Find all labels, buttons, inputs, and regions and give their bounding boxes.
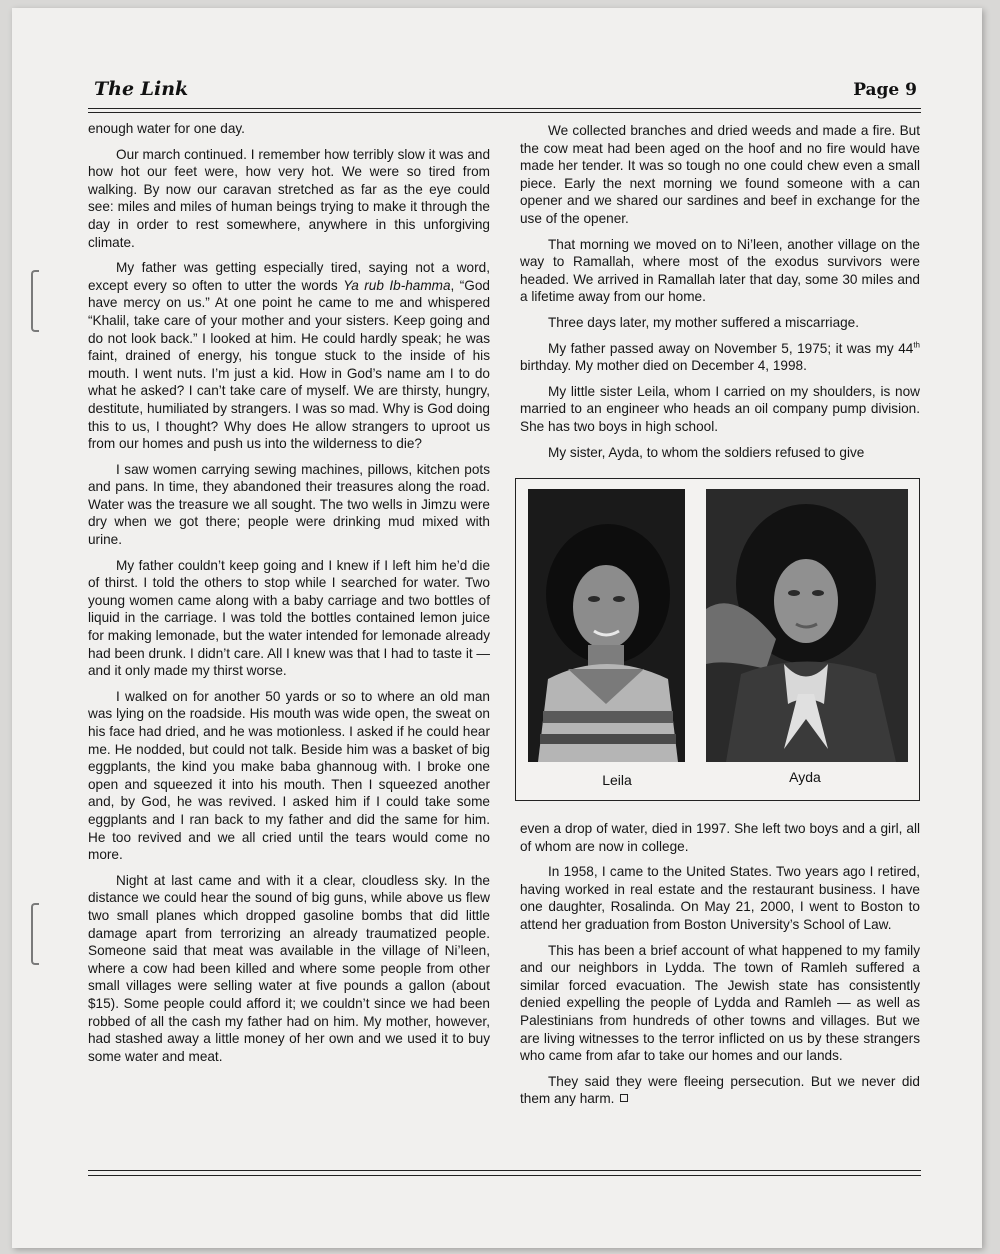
photo-frame [515,478,920,801]
italic-phrase: Ya rub Ib-hamma [343,277,451,293]
text-run: My father passed away on November 5, 1975; it was my 44 [548,340,914,356]
header-rule-bottom [88,112,921,113]
text-run: birthday. My mother died on December 4, 1998. [520,358,807,374]
paragraph: My sister, Ayda, to whom the soldiers refused to give [548,444,865,460]
staple-bottom [31,903,39,965]
text-run: They said they were fleeing persecution. But we never did them any harm. [520,1073,920,1107]
paragraph [520,1073,920,1108]
text-run: My father was getting especially tired, saying not a word, except every so often to utter the words [88,260,490,293]
portrait-ayda-image [706,489,908,762]
paragraph: Night at last came and with it a clear, cloudless sky. In the distance we could hear the sound of big guns, while above us flew two small planes which dropped gasoline bombs that did little damage apart from terrorizing an already traumatized people. Someone said that meat was available in the village of Ni’leen, where a cow had been killed and where some people from other small villages were selling water at five pounds a gallon (about $15). Some people could afford it; we couldn’t since we had been robbed of all the cash my father had on him. My mother, however, had stashed away a little money of her own and we used it to buy some water and meat. [88,872,490,1064]
page-header [88,76,921,106]
paragraph: That morning we moved on to Ni’leen, another village on the way to Ramallah, where most of the exodus survivors were headed. We arrived in Ramallah later that day, some 30 miles and a lifetime away from our home. [520,236,920,305]
caption-leila: Leila [602,772,632,788]
superscript: th [913,340,920,349]
paragraph: Three days later, my mother suffered a miscarriage. [548,314,860,330]
right-column-top [520,122,920,469]
photo-leila [528,489,685,762]
masthead-title: The Link [94,78,189,100]
paragraph: I saw women carrying sewing machines, pillows, kitchen pots and pans. In time, they abandoned their treasures along the road. Water was the treasure we all sought. The two wells in Jimzu were dry when we got there; people were drinking mud mixed with urine. [88,461,490,548]
photo-ayda [706,489,908,762]
paragraph: I walked on for another 50 yards or so to where an old man was lying on the roadside. His mouth was wide open, the sweat on his face had dried, and he was motionless. I asked if he could hear me. He nodded, but could not talk. Beside him was a basket of big eggplants, the kind you make baba ghannoug with. I broke one open and squeezed it into his mouth. Then I squeezed another and, by God, he was revived. I asked him if I could take some eggplants and I ran back to my father and did the same for him. He too revived and we all cried until the tears would come no more. [88,688,490,863]
footer-rule-top [88,1170,921,1171]
paragraph [520,340,920,375]
right-column-bottom [520,820,920,1116]
header-rule-top [88,108,921,109]
portrait-leila-image [528,489,685,762]
paragraph: My father couldn’t keep going and I knew if I left him he’d die of thirst. I told the others to stop while I searched for water. Two young women came along with a baby carriage and two bottles of liquid in the carriage. I was told the bottles contained lemon juice for making lemonade, but the water intended for lemonade already had been drunk. I didn’t care. All I knew was that I had to taste it — and it only made my thirst worse. [88,557,490,679]
paragraph: We collected branches and dried weeds and made a fire. But the cow meat had been aged on the hoof and no fire would have made her tender. It was so tough no one could chew even a small piece. Early the next morning we found someone with a can opener and we shared our sardines and beef in exchange for the use of the opener. [520,123,920,226]
paragraph: In 1958, I came to the United States. Two years ago I retired, having worked in real estate and the restaurant business. I have one daughter, Rosalinda. On May 21, 2000, I went to Boston to attend her graduation from Boston University’s School of Law. [520,864,920,932]
paragraph: Our march continued. I remember how terribly slow it was and how hot our feet were, how very hot. We were so tired from walking. By now our caravan stretched as far as the eye could see: miles and miles of human beings trying to make it through the day in order to rest somewhere, anywhere in this unforgiving climate. [88,146,490,250]
staple-top [31,270,39,332]
paragraph [88,259,490,453]
paragraph: My little sister Leila, whom I carried on my shoulders, is now married to an engineer who heads an oil company pump division. She has two boys in high school. [520,383,920,434]
caption-ayda: Ayda [789,769,821,785]
paragraph: even a drop of water, died in 1997. She left two boys and a girl, all of whom are now in college. [520,821,920,854]
page-number: Page 9 [853,80,917,100]
paragraph: This has been a brief account of what happened to my family and our neighbors in Lydda. The town of Ramleh suffered a similar forced evacuation. The Jewish state has consistently denied expelling the people of Lydda and Ramleh — as well as Palestinians from hundreds of other towns and villages. But we are living witnesses to the terror inflicted on us by these strangers who came from afar to take our homes and our lands. [520,942,920,1064]
footer-rule-bottom [88,1175,921,1176]
paragraph: enough water for one day. [88,121,245,136]
end-of-article-mark [620,1094,628,1102]
left-column [88,120,490,1073]
text-run: , “God have mercy on us.” At one point he came to me and whispered “Khalil, take care of your mother and your sisters. Keep going and do not look back.” I looked at him. He could hardly speak; he was faint, drained of energy, his tongue stuck to the inside of his mouth. I went nuts. I’m just a kid. How in God’s name am I to do what he asked? I can’t take care of myself. We are thirsty, hungry, destitute, humiliated by strangers. I was so mad. Why is God doing this to us, I thought? Why does He allow strangers to uproot us from our homes and push us into the wilderness to die? [88,277,490,452]
